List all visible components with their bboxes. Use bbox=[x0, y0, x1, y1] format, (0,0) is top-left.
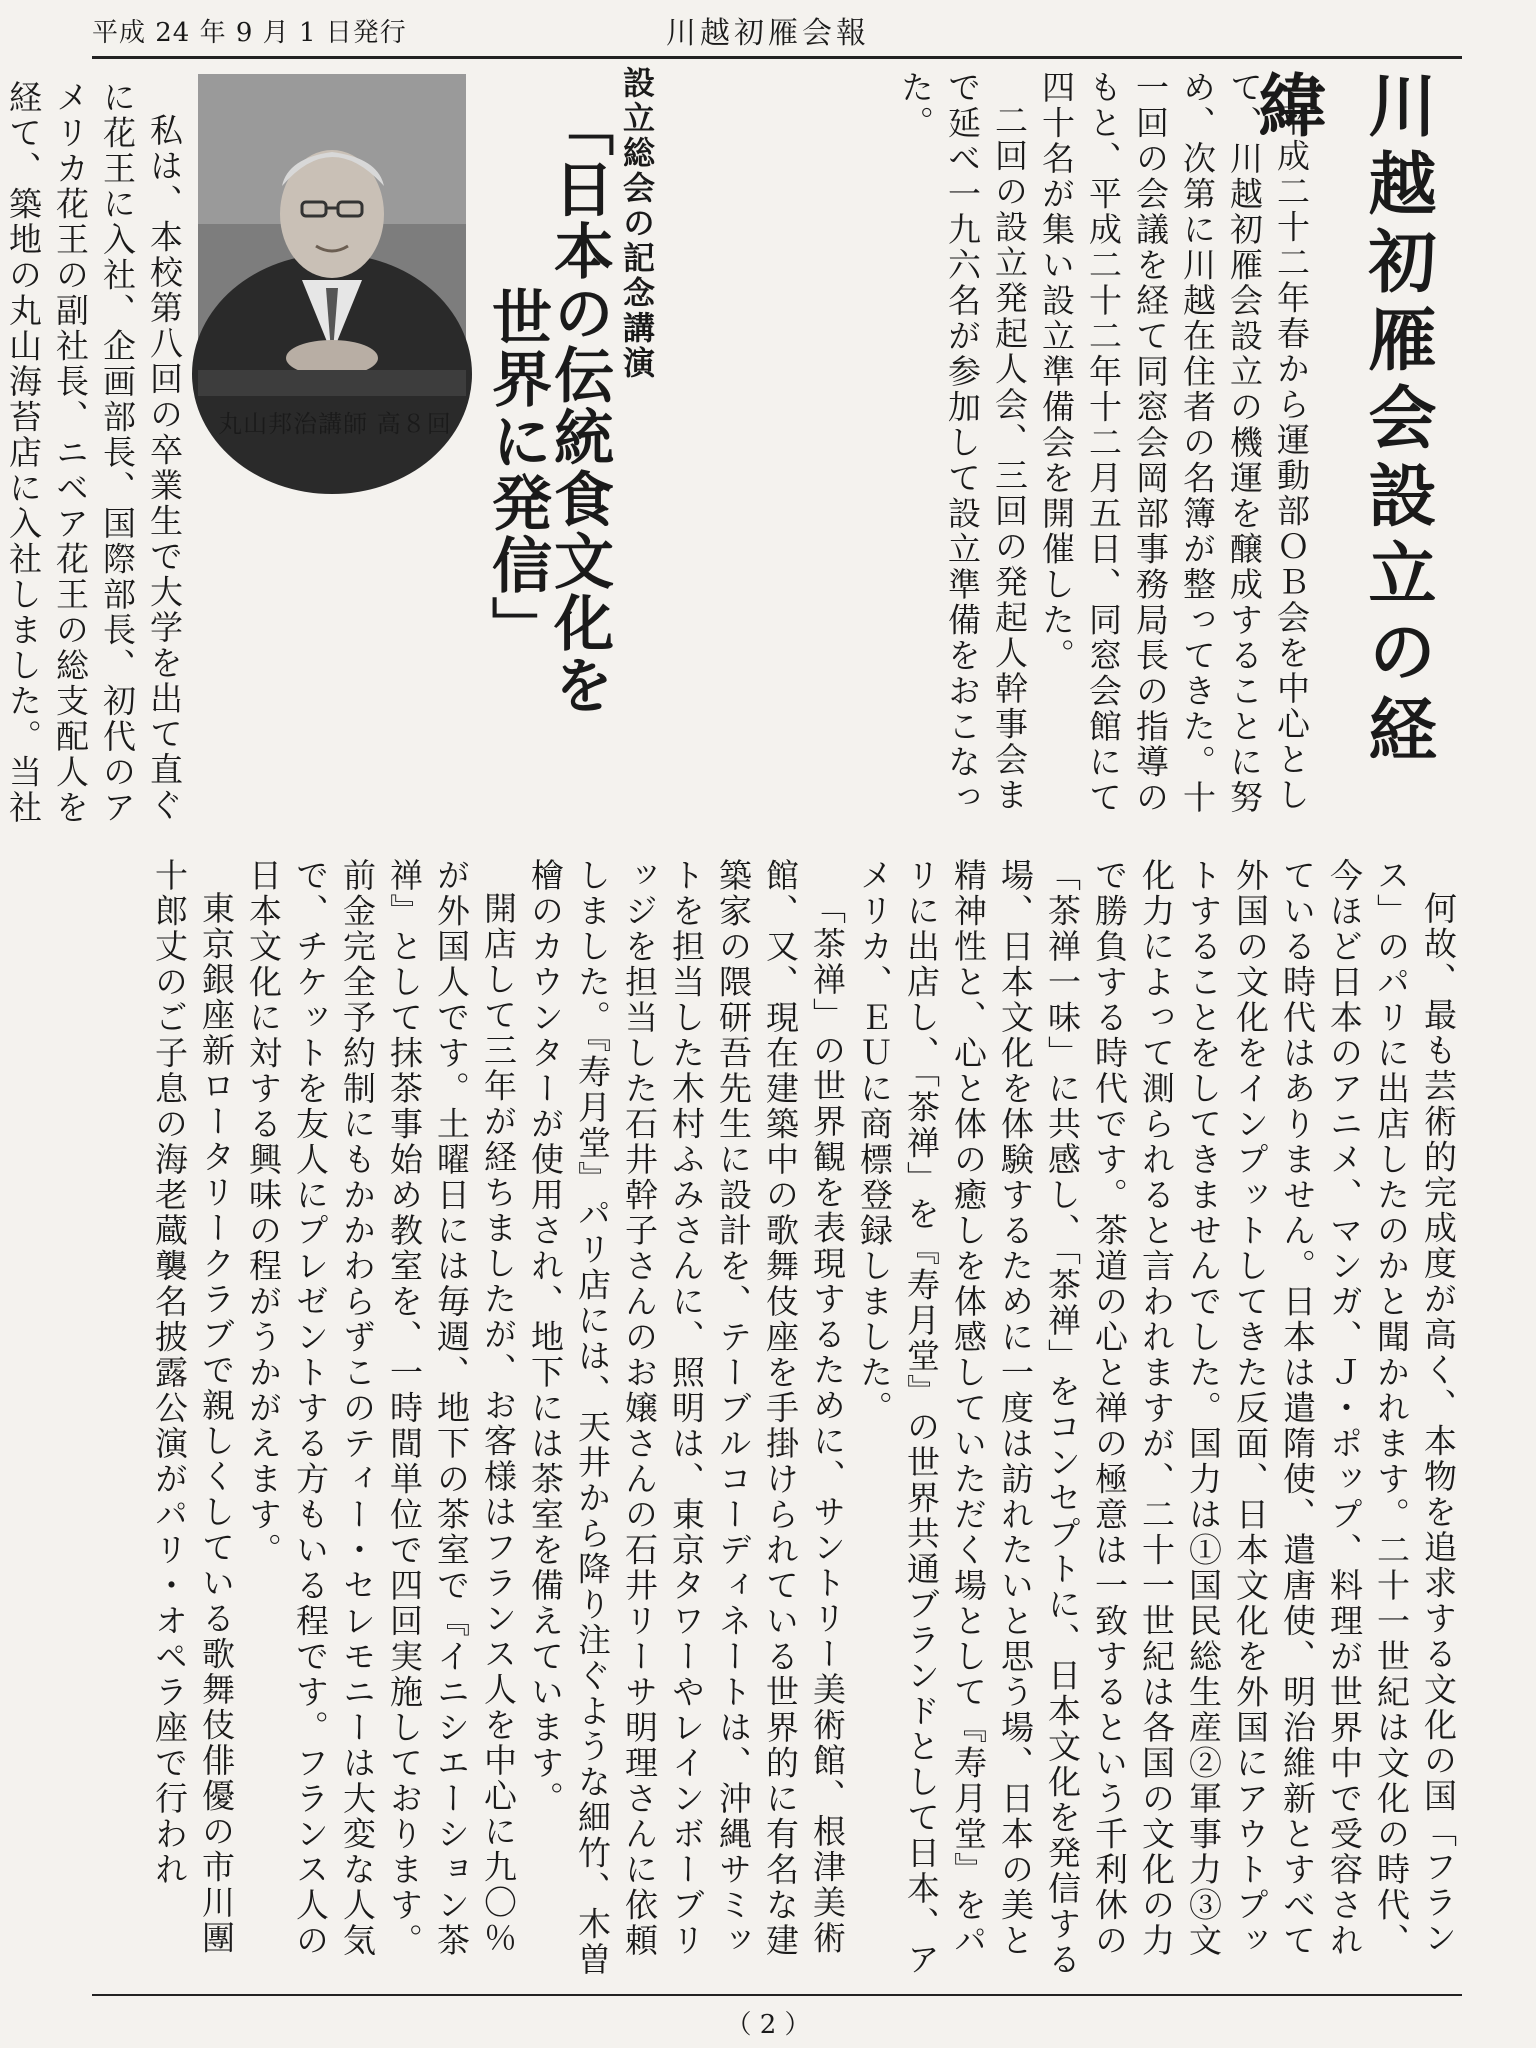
article-paragraph-1: 平成二十二年春から運動部ＯＢ会を中心として、川越初雁会設立の機運を醸成することに努め、次第に川越在住者の名簿が整ってきた。十一回の会議を経て同窓会岡部事務局長の指導のもと、平成二十二年十二月五日、同窓会館にて四十名が集い設立準備会を開催した。 bbox=[1037, 70, 1311, 816]
article-title: 川越初雁会設立の経緯 bbox=[1247, 70, 1437, 772]
lecture-paragraph-1: 私は、本校第八回の卒業生で大学を出て直ぐに花王に入社、企画部長、国際部長、初代のアメリカ花王の副社長、ニベア花王の総支配人を経て、築地の丸山海苔店に入社しました。当社 bbox=[4, 80, 184, 826]
lecture-title-line1: 「日本の伝統食文化を bbox=[544, 96, 614, 716]
lecture-paragraph-3: 「茶禅」の世界観を表現するために、サントリー美術館、根津美術館、又、現在建築中の歌舞伎座を手掛けられている世界的に有名な建築家の隈研吾先生に設計を、テーブルコーディネートは、沖縄サミットを担当した木村ふみさんに、照明は、東京タワーやレインボーブリッジを担当した石井幹子さんのお嬢さんの石井リーサ明理さんに依頼しました。『寿月堂』パリ店には、天井から降り注ぐような細竹、木曽檜のカウンターが使用され、地下には茶室を備えています。 bbox=[526, 858, 847, 1978]
photo-caption: 丸山邦治講師 高８回 bbox=[218, 410, 452, 438]
header-rule bbox=[92, 56, 1462, 59]
article-body-part1 bbox=[790, 70, 1315, 840]
lecture-title-line2: 世界に発信」 bbox=[482, 286, 552, 658]
footer-rule bbox=[92, 1994, 1462, 1996]
article-body-part2 bbox=[700, 540, 782, 840]
lecturer-photo bbox=[198, 74, 466, 396]
lecture-label: 設立総会の記念講演 bbox=[618, 66, 656, 381]
newsletter-title: 川越初雁会報 bbox=[666, 16, 870, 51]
issue-date: 平成 24 年 9 月 1 日発行 bbox=[92, 18, 407, 48]
article-paragraph-2: 二回の設立発起人会、三回の発起人幹事会まで延べ一九六名が参加して設立準備をおこなった。 bbox=[896, 70, 1029, 816]
lecture-paragraph-5: 東京銀座新ロータリークラブで親しくしている歌舞伎俳優の市川團十郎丈のご子息の海老蔵襲名披露公演がパリ・オペラ座で行われ bbox=[150, 858, 236, 1956]
lecture-paragraph-2: 何故、最も芸術的完成度が高く、本物を追求する文化の国「フランス」のパリに出店したのかと聞かれます。二十一世紀は文化の時代、今ほど日本のアニメ、マンガ、Ｊ・ポップ、料理が世界中で受容されている時代はありません。日本は遣隋使、遣唐使、明治維新とすべて外国の文化をインプットしてきた反面、日本文化を外国にアウトプットすることをしてきませんでした。国力は①国民総生産②軍事力③文化力によって測られると言われますが、二十一世紀は各国の文化の力で勝負する時代です。茶道の心と禅の極意は一致するという千利休の「茶禅一味」に共感し、「茶禅」をコンセプトに、日本文化を発信する場、日本文化を体験するために一度は訪れたいと思う場、日本の美と精神性と、心と体の癒しを体感していただく場として『寿月堂』をパリに出店し、「茶禅」を『寿月堂』の世界共通ブランドとして日本、アメリカ、ＥＵに商標登録しました。 bbox=[855, 858, 1458, 1978]
lecture-body-lower bbox=[96, 858, 1462, 1984]
page-number: （ 2 ） bbox=[725, 2010, 811, 2040]
lecturer-portrait-icon bbox=[198, 74, 466, 396]
lecture-paragraph-4: 開店して三年が経ちましたが、お客様はフランス人を中心に九〇％が外国人です。土曜日には毎週、地下の茶室で『イニシエーション茶禅』として抹茶事始め教室を、一時間単位で四回実施しております。前金完全予約制にもかかわらずこのティー・セレモニーは大変な人気で、チケットを友人にプレゼントする方もいる程です。フランス人の日本文化に対する興味の程がうかがえます。 bbox=[244, 858, 518, 1959]
lecture-body-col1 bbox=[4, 80, 188, 850]
lecture-title bbox=[482, 96, 614, 806]
